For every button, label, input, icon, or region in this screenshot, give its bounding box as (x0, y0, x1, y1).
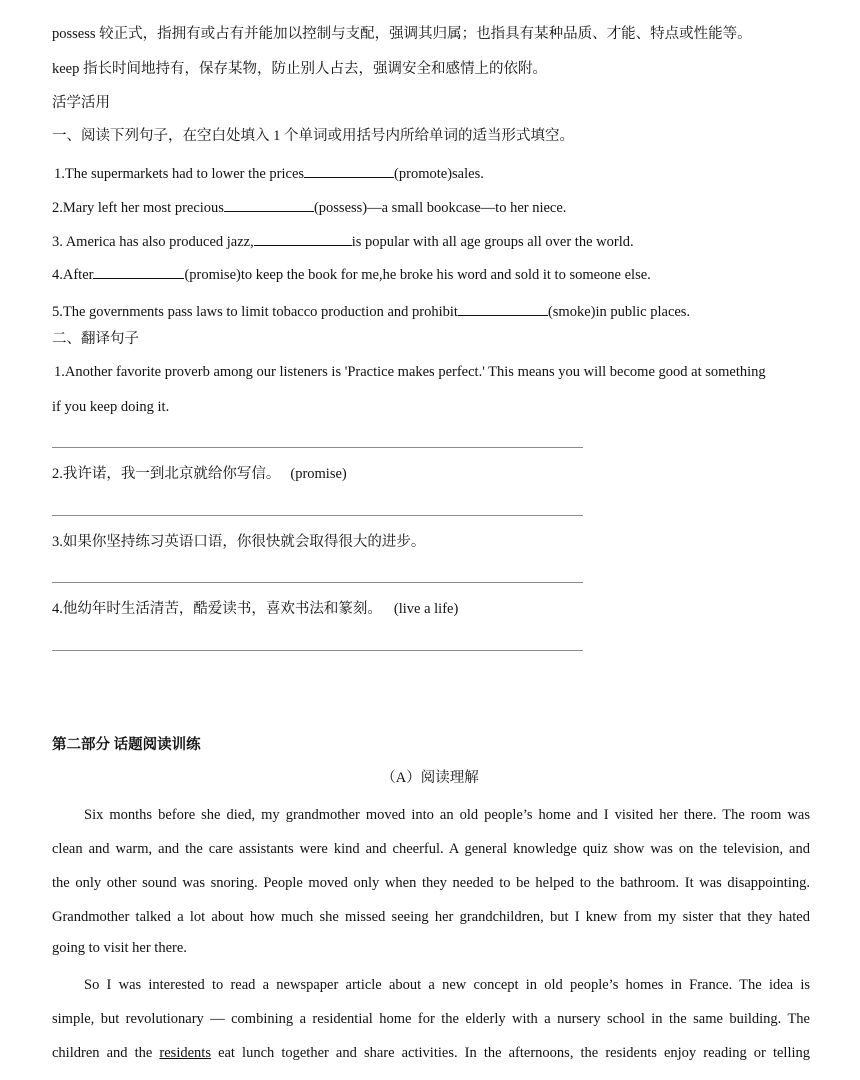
section1-heading: 一、阅读下列句子，在空白处填入 1 个单词或用括号内所给单词的适当形式填空。 (52, 128, 574, 144)
fill-blank-item-3: 3. America has also produced jazz, is popular with all age groups all over the world. (52, 231, 634, 250)
translate-item-4: 4.他幼年时生活清苦，酷爱读书，喜欢书法和篆刻。 (live a life) (52, 601, 459, 617)
answer-blank[interactable] (458, 301, 548, 316)
reading-subtitle: （A）阅读理解 (381, 770, 479, 786)
fill-blank-item-2: 2.Mary left her most precious (possess)—a small bookcase—to her niece. (52, 197, 566, 216)
answer-line-2[interactable] (52, 515, 583, 516)
answer-blank[interactable] (254, 231, 352, 246)
translate-item-1-line2: if you keep doing it. (52, 399, 170, 415)
answer-line-4[interactable] (52, 650, 583, 651)
fill-blank-item-1: 1.The supermarkets had to lower the prices (promote)sales. (54, 163, 484, 182)
underlined-word: residents (159, 1045, 211, 1061)
answer-line-3[interactable] (52, 582, 583, 583)
fill-blank-item-4: 4.After (promise)to keep the book for me,he broke his word and sold it to someone else. (52, 264, 651, 283)
translate-item-1-line1: 1.Another favorite proverb among our listeners is 'Practice makes perfect.' This means you will become good at something (54, 364, 766, 380)
possess-definition: possess 较正式，指拥有或占有并能加以控制与支配，强调其归属；也指具有某种品质、才能、特点或性能等。 (52, 26, 752, 42)
translate-item-3: 3.如果你坚持练习英语口语，你很快就会取得很大的进步。 (52, 534, 426, 550)
section2-heading: 二、翻译句子 (52, 331, 139, 347)
answer-blank[interactable] (304, 163, 394, 178)
keep-definition: keep 指长时间地持有，保存某物，防止别人占去，强调安全和感情上的依附。 (52, 61, 547, 77)
translate-item-2: 2.我许诺，我一到北京就给你写信。 (promise) (52, 466, 347, 482)
practice-heading: 活学活用 (52, 95, 110, 111)
reading-paragraph-2: So I was interested to read a newspaper article about a new concept in old people’s homes in France. The idea is simple, but revolutionary — combining a residential home for the elderly with a nursery school in the same building. The children and the residents eat lunch together and share activities. In the afternoons, the residents enjoy reading or telling (52, 977, 811, 1061)
part2-title: 第二部分 话题阅读训练 (52, 737, 201, 753)
answer-line-1[interactable] (52, 447, 583, 448)
fill-blank-item-5: 5.The governments pass laws to limit tobacco production and prohibit (smoke)in public places. (52, 301, 690, 320)
answer-blank[interactable] (224, 197, 314, 212)
answer-blank[interactable] (93, 264, 184, 279)
reading-paragraph-1: Six months before she died, my grandmother moved into an old people’s home and I visited her there. The room was clean and warm, and the care assistants were kind and cheerful. A general knowledge quiz show was on the television, and the only other sound was snoring. People moved only when they needed to be helped to the bathroom. It was disappointing. Grandmother talked a lot about how much she missed seeing her grandchildren, but I knew from my sister that they hated going to visit her there. (52, 807, 810, 956)
